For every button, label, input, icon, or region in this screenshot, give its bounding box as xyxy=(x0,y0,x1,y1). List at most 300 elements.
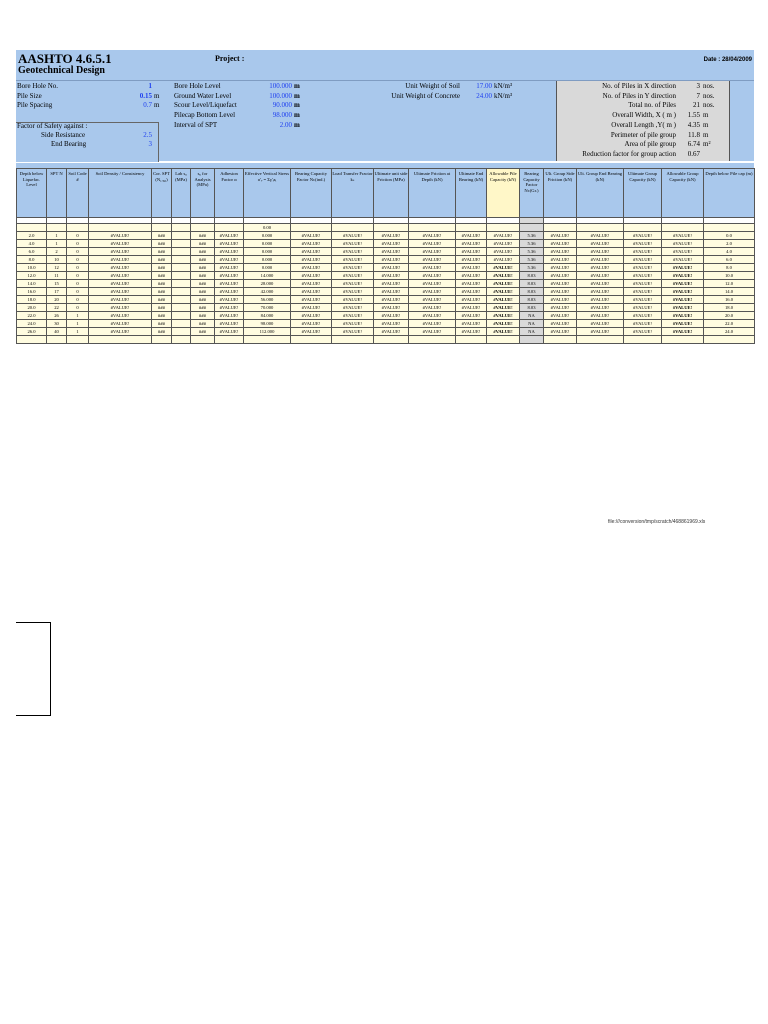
table-cell[interactable]: 0 xyxy=(67,288,89,296)
table-cell[interactable]: #VALUE! xyxy=(215,272,244,280)
table-cell[interactable]: ### xyxy=(191,240,215,248)
table-cell[interactable]: #VALUE! xyxy=(332,272,374,280)
table-cell[interactable] xyxy=(374,336,409,344)
table-cell[interactable]: ### xyxy=(191,328,215,336)
table-cell[interactable]: #VALUE! xyxy=(409,256,456,264)
table-cell[interactable]: 4.0 xyxy=(17,240,47,248)
table-cell[interactable]: #VALUE! xyxy=(89,264,152,272)
table-cell[interactable]: #VALUE! xyxy=(624,328,662,336)
table-cell[interactable] xyxy=(172,312,191,320)
table-cell[interactable] xyxy=(152,336,172,344)
table-cell[interactable] xyxy=(291,336,332,344)
table-cell[interactable] xyxy=(374,224,409,232)
table-cell[interactable]: #VALUE! xyxy=(544,304,577,312)
table-cell[interactable]: ### xyxy=(191,272,215,280)
table-cell[interactable]: ### xyxy=(152,320,172,328)
table-cell[interactable] xyxy=(172,336,191,344)
table-cell[interactable] xyxy=(172,272,191,280)
table-cell[interactable]: #VALUE! xyxy=(662,296,704,304)
table-cell[interactable]: 5.36 xyxy=(520,248,544,256)
table-cell[interactable] xyxy=(332,336,374,344)
table-cell[interactable]: NA xyxy=(520,328,544,336)
table-cell[interactable] xyxy=(67,336,89,344)
table-cell[interactable]: 15 xyxy=(47,280,67,288)
table-cell[interactable] xyxy=(17,224,47,232)
table-cell[interactable] xyxy=(487,336,520,344)
table-cell[interactable] xyxy=(291,224,332,232)
table-cell[interactable]: 6.0 xyxy=(704,256,755,264)
table-cell[interactable] xyxy=(172,280,191,288)
table-cell[interactable]: #VALUE! xyxy=(291,256,332,264)
table-cell[interactable]: NA xyxy=(520,320,544,328)
table-cell[interactable]: ### xyxy=(191,264,215,272)
table-cell[interactable]: 0 xyxy=(67,272,89,280)
table-cell[interactable] xyxy=(172,288,191,296)
table-cell[interactable]: 14.0 xyxy=(17,280,47,288)
table-cell[interactable] xyxy=(191,336,215,344)
table-cell[interactable]: #VALUE! xyxy=(409,296,456,304)
table-cell[interactable]: #VALUE! xyxy=(662,272,704,280)
table-cell[interactable]: 0 xyxy=(67,232,89,240)
table-cell[interactable]: #VALUE! xyxy=(577,232,624,240)
table-cell[interactable]: ### xyxy=(191,232,215,240)
table-cell[interactable] xyxy=(47,224,67,232)
table-cell[interactable]: 0 xyxy=(67,304,89,312)
table-cell[interactable]: #VALUE! xyxy=(487,312,520,320)
table-cell[interactable]: #VALUE! xyxy=(456,312,487,320)
table-cell[interactable]: 112.000 xyxy=(244,328,291,336)
table-cell[interactable]: #VALUE! xyxy=(332,288,374,296)
table-cell[interactable]: 5.36 xyxy=(520,232,544,240)
table-cell[interactable]: 0.000 xyxy=(244,232,291,240)
table-cell[interactable]: 11 xyxy=(47,272,67,280)
table-cell[interactable]: #VALUE! xyxy=(332,248,374,256)
table-cell[interactable]: #VALUE! xyxy=(624,272,662,280)
table-cell[interactable]: #VALUE! xyxy=(662,280,704,288)
table-cell[interactable] xyxy=(47,336,67,344)
table-cell[interactable]: 6.0 xyxy=(17,248,47,256)
table-cell[interactable]: ### xyxy=(152,304,172,312)
table-cell[interactable]: 42.000 xyxy=(244,288,291,296)
table-cell[interactable]: #VALUE! xyxy=(332,304,374,312)
table-cell[interactable]: #VALUE! xyxy=(456,288,487,296)
table-cell[interactable]: #VALUE! xyxy=(332,312,374,320)
table-cell[interactable]: #VALUE! xyxy=(456,272,487,280)
table-cell[interactable]: #VALUE! xyxy=(409,312,456,320)
table-cell[interactable]: #VALUE! xyxy=(291,328,332,336)
table-cell[interactable]: #VALUE! xyxy=(624,248,662,256)
table-cell[interactable] xyxy=(172,264,191,272)
table-cell[interactable]: #VALUE! xyxy=(577,240,624,248)
table-cell[interactable]: #VALUE! xyxy=(544,288,577,296)
table-cell[interactable]: 1 xyxy=(47,240,67,248)
table-cell[interactable] xyxy=(172,224,191,232)
table-cell[interactable]: 0 xyxy=(67,296,89,304)
table-cell[interactable]: #VALUE! xyxy=(662,264,704,272)
table-cell[interactable] xyxy=(215,336,244,344)
table-cell[interactable]: #VALUE! xyxy=(291,280,332,288)
table-cell[interactable]: #VALUE! xyxy=(291,304,332,312)
table-cell[interactable]: #VALUE! xyxy=(215,232,244,240)
table-cell[interactable]: #VALUE! xyxy=(487,280,520,288)
table-cell[interactable]: 12.0 xyxy=(704,280,755,288)
table-cell[interactable]: 22 xyxy=(47,304,67,312)
table-cell[interactable]: 12.0 xyxy=(17,272,47,280)
table-cell[interactable] xyxy=(172,240,191,248)
table-cell[interactable]: ### xyxy=(191,288,215,296)
table-cell[interactable]: 22.0 xyxy=(17,312,47,320)
table-cell[interactable]: #VALUE! xyxy=(409,320,456,328)
table-cell[interactable]: #VALUE! xyxy=(662,320,704,328)
table-cell[interactable]: 18.0 xyxy=(17,296,47,304)
table-cell[interactable]: 40 xyxy=(47,328,67,336)
table-cell[interactable] xyxy=(577,336,624,344)
table-cell[interactable]: #VALUE! xyxy=(215,240,244,248)
table-cell[interactable]: 24.0 xyxy=(704,328,755,336)
table-cell[interactable]: #VALUE! xyxy=(662,256,704,264)
table-cell[interactable]: #VALUE! xyxy=(624,304,662,312)
table-cell[interactable]: ### xyxy=(152,248,172,256)
table-cell[interactable]: #VALUE! xyxy=(374,264,409,272)
table-cell[interactable] xyxy=(89,336,152,344)
table-cell[interactable]: #VALUE! xyxy=(332,296,374,304)
table-cell[interactable] xyxy=(172,248,191,256)
table-cell[interactable]: #VALUE! xyxy=(291,288,332,296)
table-cell[interactable]: #VALUE! xyxy=(577,272,624,280)
table-cell[interactable]: #VALUE! xyxy=(544,264,577,272)
table-cell[interactable]: #VALUE! xyxy=(544,240,577,248)
table-cell[interactable]: #VALUE! xyxy=(662,304,704,312)
table-cell[interactable]: #VALUE! xyxy=(456,328,487,336)
table-cell[interactable]: #VALUE! xyxy=(456,264,487,272)
table-cell[interactable]: #VALUE! xyxy=(215,312,244,320)
table-cell[interactable]: 70.000 xyxy=(244,304,291,312)
table-cell[interactable] xyxy=(172,328,191,336)
table-cell[interactable]: 10 xyxy=(47,256,67,264)
table-cell[interactable]: #VALUE! xyxy=(577,248,624,256)
table-cell[interactable]: 8.03 xyxy=(520,272,544,280)
table-cell[interactable]: ### xyxy=(152,328,172,336)
table-cell[interactable] xyxy=(704,336,755,344)
table-cell[interactable]: 8.0 xyxy=(704,264,755,272)
table-cell[interactable]: #VALUE! xyxy=(89,248,152,256)
table-cell[interactable]: 8.03 xyxy=(520,296,544,304)
table-cell[interactable]: #VALUE! xyxy=(456,320,487,328)
table-cell[interactable]: #VALUE! xyxy=(89,232,152,240)
table-cell[interactable]: #VALUE! xyxy=(577,280,624,288)
table-cell[interactable]: 0.00 xyxy=(244,224,291,232)
table-cell[interactable] xyxy=(704,224,755,232)
table-cell[interactable]: 0 xyxy=(67,248,89,256)
table-cell[interactable]: #VALUE! xyxy=(544,296,577,304)
table-cell[interactable]: ### xyxy=(152,240,172,248)
table-cell[interactable]: 0.0 xyxy=(704,232,755,240)
table-cell[interactable]: #VALUE! xyxy=(291,264,332,272)
table-cell[interactable]: 98.000 xyxy=(244,320,291,328)
table-cell[interactable]: 14.0 xyxy=(704,288,755,296)
table-cell[interactable]: #VALUE! xyxy=(487,320,520,328)
table-cell[interactable]: 10.0 xyxy=(17,264,47,272)
table-cell[interactable]: 16.0 xyxy=(17,288,47,296)
table-cell[interactable]: #VALUE! xyxy=(624,280,662,288)
table-cell[interactable]: #VALUE! xyxy=(544,328,577,336)
table-cell[interactable]: #VALUE! xyxy=(624,320,662,328)
table-cell[interactable] xyxy=(244,336,291,344)
table-cell[interactable] xyxy=(662,336,704,344)
table-cell[interactable]: #VALUE! xyxy=(374,272,409,280)
table-cell[interactable]: #VALUE! xyxy=(215,264,244,272)
table-cell[interactable] xyxy=(172,320,191,328)
table-cell[interactable]: #VALUE! xyxy=(456,248,487,256)
table-cell[interactable]: 20.0 xyxy=(704,312,755,320)
table-cell[interactable]: #VALUE! xyxy=(374,256,409,264)
table-cell[interactable]: #VALUE! xyxy=(409,288,456,296)
table-cell[interactable]: #VALUE! xyxy=(291,240,332,248)
table-cell[interactable] xyxy=(152,224,172,232)
table-cell[interactable] xyxy=(520,224,544,232)
table-cell[interactable] xyxy=(172,304,191,312)
table-cell[interactable]: #VALUE! xyxy=(374,280,409,288)
table-cell[interactable]: 18.0 xyxy=(704,304,755,312)
table-cell[interactable]: ### xyxy=(152,256,172,264)
table-cell[interactable]: #VALUE! xyxy=(215,320,244,328)
table-cell[interactable]: ### xyxy=(191,320,215,328)
table-cell[interactable]: #VALUE! xyxy=(374,288,409,296)
table-cell[interactable]: #VALUE! xyxy=(544,272,577,280)
table-cell[interactable]: 1 xyxy=(67,320,89,328)
table-cell[interactable] xyxy=(520,336,544,344)
table-cell[interactable]: #VALUE! xyxy=(89,256,152,264)
table-cell[interactable]: #VALUE! xyxy=(487,240,520,248)
table-cell[interactable]: #VALUE! xyxy=(456,280,487,288)
table-cell[interactable]: #VALUE! xyxy=(544,280,577,288)
table-cell[interactable]: #VALUE! xyxy=(409,304,456,312)
table-cell[interactable]: 20.0 xyxy=(17,304,47,312)
table-cell[interactable]: #VALUE! xyxy=(215,288,244,296)
table-cell[interactable] xyxy=(191,224,215,232)
table-cell[interactable]: #VALUE! xyxy=(374,328,409,336)
table-cell[interactable] xyxy=(67,224,89,232)
table-cell[interactable]: 1 xyxy=(67,328,89,336)
table-cell[interactable]: 8.03 xyxy=(520,288,544,296)
table-cell[interactable]: #VALUE! xyxy=(456,296,487,304)
table-cell[interactable]: #VALUE! xyxy=(577,264,624,272)
table-cell[interactable]: ### xyxy=(152,288,172,296)
table-cell[interactable] xyxy=(577,224,624,232)
table-cell[interactable] xyxy=(544,336,577,344)
table-cell[interactable]: #VALUE! xyxy=(577,304,624,312)
table-cell[interactable]: #VALUE! xyxy=(374,304,409,312)
table-cell[interactable] xyxy=(456,336,487,344)
table-cell[interactable]: 5.36 xyxy=(520,256,544,264)
table-cell[interactable]: ### xyxy=(152,272,172,280)
table-cell[interactable]: #VALUE! xyxy=(89,304,152,312)
table-cell[interactable]: #VALUE! xyxy=(624,312,662,320)
table-cell[interactable]: #VALUE! xyxy=(409,328,456,336)
table-cell[interactable]: #VALUE! xyxy=(291,272,332,280)
table-cell[interactable]: #VALUE! xyxy=(215,248,244,256)
table-cell[interactable]: #VALUE! xyxy=(291,296,332,304)
table-cell[interactable]: #VALUE! xyxy=(291,232,332,240)
table-cell[interactable]: ### xyxy=(191,256,215,264)
table-cell[interactable]: #VALUE! xyxy=(374,312,409,320)
table-cell[interactable]: 2.0 xyxy=(704,240,755,248)
table-cell[interactable]: #VALUE! xyxy=(89,288,152,296)
table-cell[interactable] xyxy=(17,336,47,344)
table-cell[interactable]: 22.0 xyxy=(704,320,755,328)
table-cell[interactable]: 8.0 xyxy=(17,256,47,264)
table-cell[interactable]: 26.0 xyxy=(17,328,47,336)
table-cell[interactable]: #VALUE! xyxy=(487,296,520,304)
table-cell[interactable]: #VALUE! xyxy=(624,264,662,272)
table-cell[interactable]: #VALUE! xyxy=(374,232,409,240)
table-cell[interactable]: 26 xyxy=(47,312,67,320)
table-cell[interactable]: #VALUE! xyxy=(456,232,487,240)
table-cell[interactable]: #VALUE! xyxy=(456,256,487,264)
table-cell[interactable]: 0 xyxy=(67,256,89,264)
table-cell[interactable]: #VALUE! xyxy=(409,240,456,248)
table-cell[interactable]: #VALUE! xyxy=(409,264,456,272)
table-cell[interactable]: #VALUE! xyxy=(662,288,704,296)
table-cell[interactable]: #VALUE! xyxy=(487,264,520,272)
table-cell[interactable]: #VALUE! xyxy=(215,296,244,304)
table-cell[interactable]: #VALUE! xyxy=(662,240,704,248)
table-cell[interactable] xyxy=(332,224,374,232)
table-cell[interactable]: #VALUE! xyxy=(544,256,577,264)
table-cell[interactable]: #VALUE! xyxy=(487,328,520,336)
table-cell[interactable]: #VALUE! xyxy=(215,256,244,264)
table-cell[interactable]: #VALUE! xyxy=(89,280,152,288)
table-cell[interactable] xyxy=(89,224,152,232)
table-cell[interactable] xyxy=(624,336,662,344)
table-cell[interactable]: 12 xyxy=(47,264,67,272)
table-cell[interactable]: #VALUE! xyxy=(577,288,624,296)
table-cell[interactable]: #VALUE! xyxy=(544,248,577,256)
table-cell[interactable]: #VALUE! xyxy=(662,312,704,320)
table-cell[interactable] xyxy=(172,232,191,240)
table-cell[interactable]: 30 xyxy=(47,320,67,328)
table-cell[interactable] xyxy=(624,224,662,232)
table-cell[interactable]: #VALUE! xyxy=(624,240,662,248)
table-cell[interactable] xyxy=(662,224,704,232)
table-cell[interactable]: #VALUE! xyxy=(662,232,704,240)
table-cell[interactable]: #VALUE! xyxy=(89,272,152,280)
table-cell[interactable]: #VALUE! xyxy=(487,304,520,312)
table-cell[interactable]: 14.000 xyxy=(244,272,291,280)
table-cell[interactable]: 8.03 xyxy=(520,280,544,288)
table-cell[interactable]: ### xyxy=(152,264,172,272)
table-cell[interactable]: #VALUE! xyxy=(409,232,456,240)
table-cell[interactable]: #VALUE! xyxy=(291,248,332,256)
table-cell[interactable]: #VALUE! xyxy=(487,232,520,240)
table-cell[interactable]: #VALUE! xyxy=(332,328,374,336)
table-cell[interactable]: #VALUE! xyxy=(332,320,374,328)
table-cell[interactable]: #VALUE! xyxy=(577,312,624,320)
table-cell[interactable]: 24.0 xyxy=(17,320,47,328)
table-cell[interactable]: 0.000 xyxy=(244,256,291,264)
table-cell[interactable] xyxy=(172,256,191,264)
table-cell[interactable]: ### xyxy=(152,296,172,304)
table-cell[interactable]: 20 xyxy=(47,296,67,304)
table-cell[interactable]: #VALUE! xyxy=(624,288,662,296)
table-cell[interactable] xyxy=(215,224,244,232)
table-cell[interactable]: 2.0 xyxy=(17,232,47,240)
table-cell[interactable]: #VALUE! xyxy=(215,280,244,288)
table-cell[interactable]: #VALUE! xyxy=(487,272,520,280)
table-cell[interactable]: #VALUE! xyxy=(291,312,332,320)
table-cell[interactable] xyxy=(487,224,520,232)
table-cell[interactable]: #VALUE! xyxy=(89,240,152,248)
table-cell[interactable]: #VALUE! xyxy=(332,280,374,288)
table-cell[interactable] xyxy=(409,224,456,232)
table-cell[interactable] xyxy=(409,336,456,344)
table-cell[interactable]: 84.000 xyxy=(244,312,291,320)
table-cell[interactable]: ### xyxy=(191,312,215,320)
table-cell[interactable]: #VALUE! xyxy=(89,296,152,304)
table-cell[interactable]: #VALUE! xyxy=(409,280,456,288)
table-cell[interactable]: #VALUE! xyxy=(215,304,244,312)
table-cell[interactable]: 0 xyxy=(67,280,89,288)
table-cell[interactable] xyxy=(172,296,191,304)
table-cell[interactable]: 28.000 xyxy=(244,280,291,288)
table-cell[interactable]: NA xyxy=(520,312,544,320)
table-cell[interactable]: 0.000 xyxy=(244,248,291,256)
table-cell[interactable] xyxy=(544,224,577,232)
table-cell[interactable]: #VALUE! xyxy=(624,296,662,304)
table-cell[interactable]: #VALUE! xyxy=(374,320,409,328)
table-cell[interactable]: 16.0 xyxy=(704,296,755,304)
table-cell[interactable]: ### xyxy=(191,280,215,288)
table-cell[interactable]: #VALUE! xyxy=(487,256,520,264)
table-cell[interactable]: #VALUE! xyxy=(89,328,152,336)
table-cell[interactable]: #VALUE! xyxy=(409,272,456,280)
table-cell[interactable]: #VALUE! xyxy=(662,248,704,256)
table-cell[interactable]: ### xyxy=(152,280,172,288)
table-cell[interactable]: 1 xyxy=(47,232,67,240)
table-cell[interactable]: #VALUE! xyxy=(332,232,374,240)
table-cell[interactable]: #VALUE! xyxy=(662,328,704,336)
table-cell[interactable]: 2 xyxy=(47,248,67,256)
table-cell[interactable]: #VALUE! xyxy=(577,256,624,264)
table-cell[interactable]: ### xyxy=(191,304,215,312)
table-cell[interactable]: 8.03 xyxy=(520,304,544,312)
table-cell[interactable] xyxy=(456,224,487,232)
table-cell[interactable]: #VALUE! xyxy=(577,296,624,304)
table-cell[interactable]: 56.000 xyxy=(244,296,291,304)
table-cell[interactable]: 0 xyxy=(67,240,89,248)
table-cell[interactable]: #VALUE! xyxy=(409,248,456,256)
table-cell[interactable]: ### xyxy=(191,248,215,256)
table-cell[interactable]: #VALUE! xyxy=(332,256,374,264)
table-cell[interactable]: #VALUE! xyxy=(544,232,577,240)
table-cell[interactable]: #VALUE! xyxy=(374,296,409,304)
table-cell[interactable]: #VALUE! xyxy=(456,240,487,248)
table-cell[interactable]: #VALUE! xyxy=(577,328,624,336)
table-cell[interactable]: #VALUE! xyxy=(374,248,409,256)
table-cell[interactable]: #VALUE! xyxy=(487,248,520,256)
table-cell[interactable]: ### xyxy=(152,232,172,240)
table-cell[interactable]: 17 xyxy=(47,288,67,296)
table-cell[interactable]: 5.36 xyxy=(520,240,544,248)
table-cell[interactable]: #VALUE! xyxy=(544,320,577,328)
table-cell[interactable]: #VALUE! xyxy=(487,288,520,296)
table-cell[interactable]: #VALUE! xyxy=(624,232,662,240)
table-cell[interactable]: #VALUE! xyxy=(332,264,374,272)
table-cell[interactable]: 10.0 xyxy=(704,272,755,280)
table-cell[interactable]: 4.0 xyxy=(704,248,755,256)
table-cell[interactable]: 0 xyxy=(67,264,89,272)
table-cell[interactable]: #VALUE! xyxy=(89,320,152,328)
